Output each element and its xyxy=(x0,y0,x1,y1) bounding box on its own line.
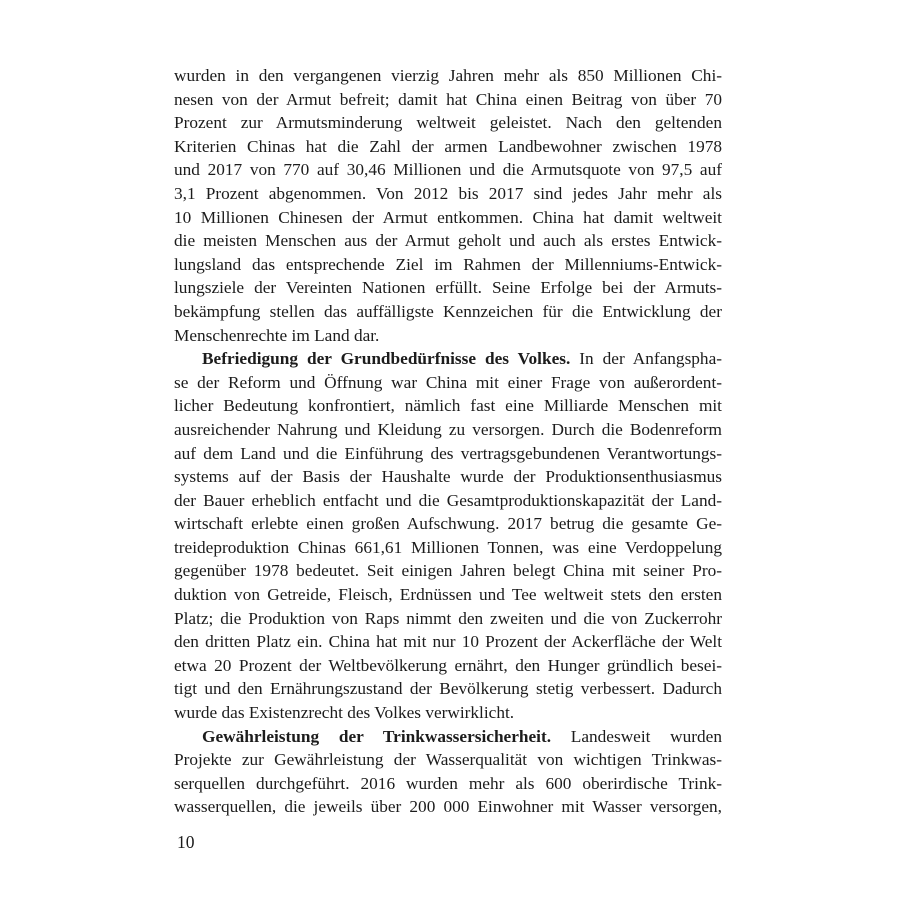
text-run: In der Anfangspha- xyxy=(570,349,722,369)
text-line: treideproduktion Chinas 661,61 Millionen Tonnen, was eine Verdoppelung xyxy=(174,537,722,557)
text-line: systems auf der Basis der Haushalte wurde der Produktionsenthusiasmus xyxy=(174,467,722,487)
text-line: licher Bedeutung konfrontiert, nämlich fast eine Milliarde Menschen mit xyxy=(174,396,722,416)
text-line: der Bauer erheblich entfacht und die Gesamtproduktionskapazität der Land- xyxy=(174,490,722,510)
text-line: auf dem Land und die Einführung des vertragsgebundenen Verantwortungs- xyxy=(174,443,722,463)
paragraph-first-line xyxy=(174,725,722,749)
text-line: lungsziele der Vereinten Nationen erfüllt. Seine Erfolge bei der Armuts- xyxy=(174,278,722,298)
text-line: Menschenrechte im Land dar. xyxy=(174,325,380,345)
paragraph-poverty xyxy=(174,64,722,347)
text-line: bekämpfung stellen das auffälligste Kennzeichen für die Entwicklung der xyxy=(174,301,722,321)
text-line: serquellen durchgeführt. 2016 wurden mehr als 600 oberirdische Trink- xyxy=(174,773,722,793)
text-line: Projekte zur Gewährleistung der Wasserqualität von wichtigen Trinkwas- xyxy=(174,750,722,770)
paragraph-drinking-water xyxy=(174,725,722,819)
text-line: lungsland das entsprechende Ziel im Rahmen der Millenniums-Entwick- xyxy=(174,254,722,274)
text-line: wasserquellen, die jeweils über 200 000 Einwohner mit Wasser versorgen, xyxy=(174,797,722,817)
text-line: die meisten Menschen aus der Armut geholt und auch als erstes Entwick- xyxy=(174,231,722,251)
text-line: se der Reform und Öffnung war China mit einer Frage von außerordent- xyxy=(174,372,722,392)
text-line: Kriterien Chinas hat die Zahl der armen Landbewohner zwischen 1978 xyxy=(174,136,722,156)
text-line: gegenüber 1978 bedeutet. Seit einigen Jahren belegt China mit seiner Pro- xyxy=(174,561,722,581)
paragraph-basic-needs xyxy=(174,347,722,725)
text-line: wurde das Existenzrecht des Volkes verwirklicht. xyxy=(174,703,515,723)
text-line: wurden in den vergangenen vierzig Jahren mehr als 850 Millionen Chi- xyxy=(174,66,722,85)
text-line: Platz; die Produktion von Raps nimmt den zweiten und die von Zuckerrohr xyxy=(174,608,722,628)
text-line: wirtschaft erlebte einen großen Aufschwung. 2017 betrug die gesamte Ge- xyxy=(174,514,722,534)
text-line: duktion von Getreide, Fleisch, Erdnüssen und Tee weltweit stets den ersten xyxy=(174,585,722,605)
section-heading: Befriedigung der Grundbedürfnisse des Volkes. xyxy=(202,349,571,369)
text-line: tigt und den Ernährungszustand der Bevölkerung stetig verbessert. Dadurch xyxy=(174,679,722,699)
body-text xyxy=(174,64,722,819)
text-line: Prozent zur Armutsminderung weltweit geleistet. Nach den geltenden xyxy=(174,113,722,133)
text-line: ausreichender Nahrung und Kleidung zu versorgen. Durch die Bodenreform xyxy=(174,419,722,439)
text-line: etwa 20 Prozent der Weltbevölkerung ernährt, den Hunger gründlich besei- xyxy=(174,655,722,675)
text-line: 10 Millionen Chinesen der Armut entkommen. China hat damit weltweit xyxy=(174,207,722,227)
page-number: 10 xyxy=(177,832,195,852)
paragraph-first-line xyxy=(174,347,722,371)
text-line: und 2017 von 770 auf 30,46 Millionen und die Armutsquote von 97,5 auf xyxy=(174,160,722,180)
text-line: 3,1 Prozent abgenommen. Von 2012 bis 2017 sind jedes Jahr mehr als xyxy=(174,183,722,203)
text-line: nesen von der Armut befreit; damit hat China einen Beitrag von über 70 xyxy=(174,89,722,109)
text-line: den dritten Platz ein. China hat mit nur 10 Prozent der Ackerfläche der Welt xyxy=(174,632,722,652)
text-run: Landesweit wurden xyxy=(551,726,722,746)
section-heading: Gewährleistung der Trinkwassersicherheit. xyxy=(202,726,552,746)
